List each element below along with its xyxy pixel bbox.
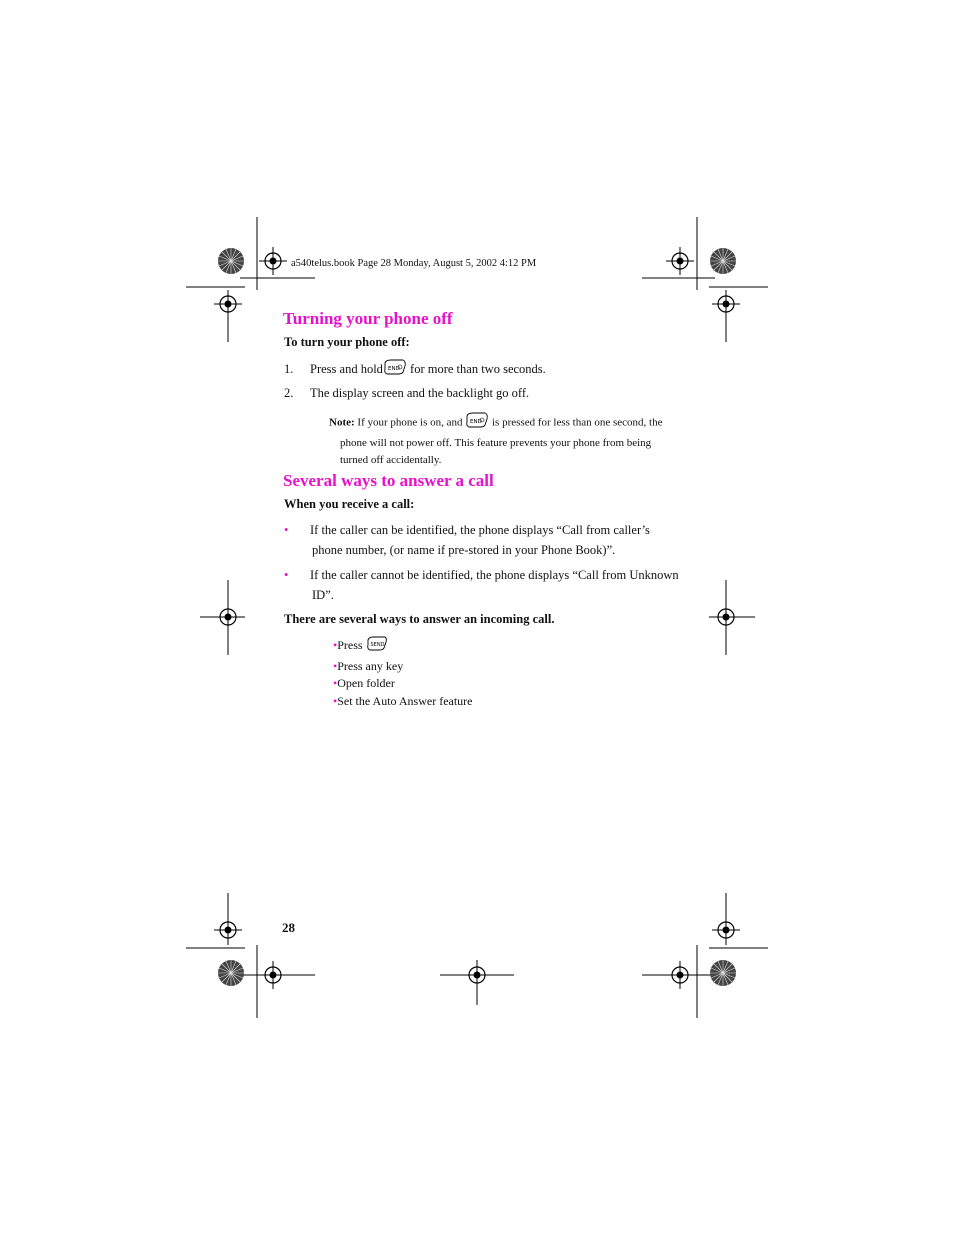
note-text: phone will not power off. This feature prevents your phone from being <box>340 437 652 449</box>
step-text: The display screen and the backlight go off. <box>310 386 530 400</box>
note-label: Note: <box>329 416 355 429</box>
list-item <box>333 635 473 658</box>
way-text: Press any key <box>337 658 404 673</box>
print-header: a540telus.book Page 28 Monday, August 5, 2002 4:12 PM <box>291 258 537 269</box>
section-subtitle: When you receive a call: <box>284 497 415 511</box>
svg-text:END: END <box>470 419 483 425</box>
svg-text:SEND: SEND <box>370 642 384 648</box>
step-1 <box>284 358 546 382</box>
bullet-icon: • <box>284 523 289 537</box>
section-title-answer-call: Several ways to answer a call <box>283 471 494 490</box>
end-key-icon <box>383 358 407 382</box>
bullet-icon: • <box>333 658 338 673</box>
list-item <box>284 565 679 605</box>
section-subtitle: To turn your phone off: <box>284 335 410 349</box>
way-text: Set the Auto Answer feature <box>337 693 473 708</box>
step-text: Press and hold <box>310 361 383 376</box>
bullet-text: If the caller can be identified, the phone displays “Call from caller’s <box>310 523 650 537</box>
note-text: is pressed for less than one second, the <box>489 416 663 429</box>
ways-list <box>333 635 473 710</box>
svg-text:END: END <box>387 366 400 372</box>
list-item <box>333 675 473 693</box>
bullet-text: If the caller cannot be identified, the phone displays “Call from Unknown <box>310 568 679 582</box>
note-text: turned off accidentally. <box>340 454 442 466</box>
step-number: 1. <box>284 361 294 376</box>
bullet-icon: • <box>333 676 338 690</box>
way-text: Open folder <box>337 676 395 690</box>
list-item <box>333 658 473 676</box>
bullet-text: phone number, (or name if pre-stored in your Phone Book)”. <box>312 543 616 557</box>
step-number: 2. <box>284 386 294 400</box>
note-text: If your phone is on, and <box>354 416 466 429</box>
end-key-icon <box>465 411 489 435</box>
list-item <box>284 520 650 560</box>
step-2 <box>284 383 529 403</box>
section-title-turning-off: Turning your phone off <box>283 309 453 328</box>
send-key-icon <box>366 635 388 658</box>
note-block <box>329 411 669 469</box>
bullet-icon: • <box>284 568 289 582</box>
way-text: Press <box>337 638 366 652</box>
step-text-after: for more than two seconds. <box>406 361 546 376</box>
bullet-icon: • <box>333 693 338 708</box>
page-number: 28 <box>282 920 295 935</box>
list-item <box>333 693 473 711</box>
ways-heading: There are several ways to answer an incoming call. <box>284 612 555 626</box>
bullet-text: ID”. <box>312 588 334 602</box>
bullet-icon: • <box>333 638 338 652</box>
